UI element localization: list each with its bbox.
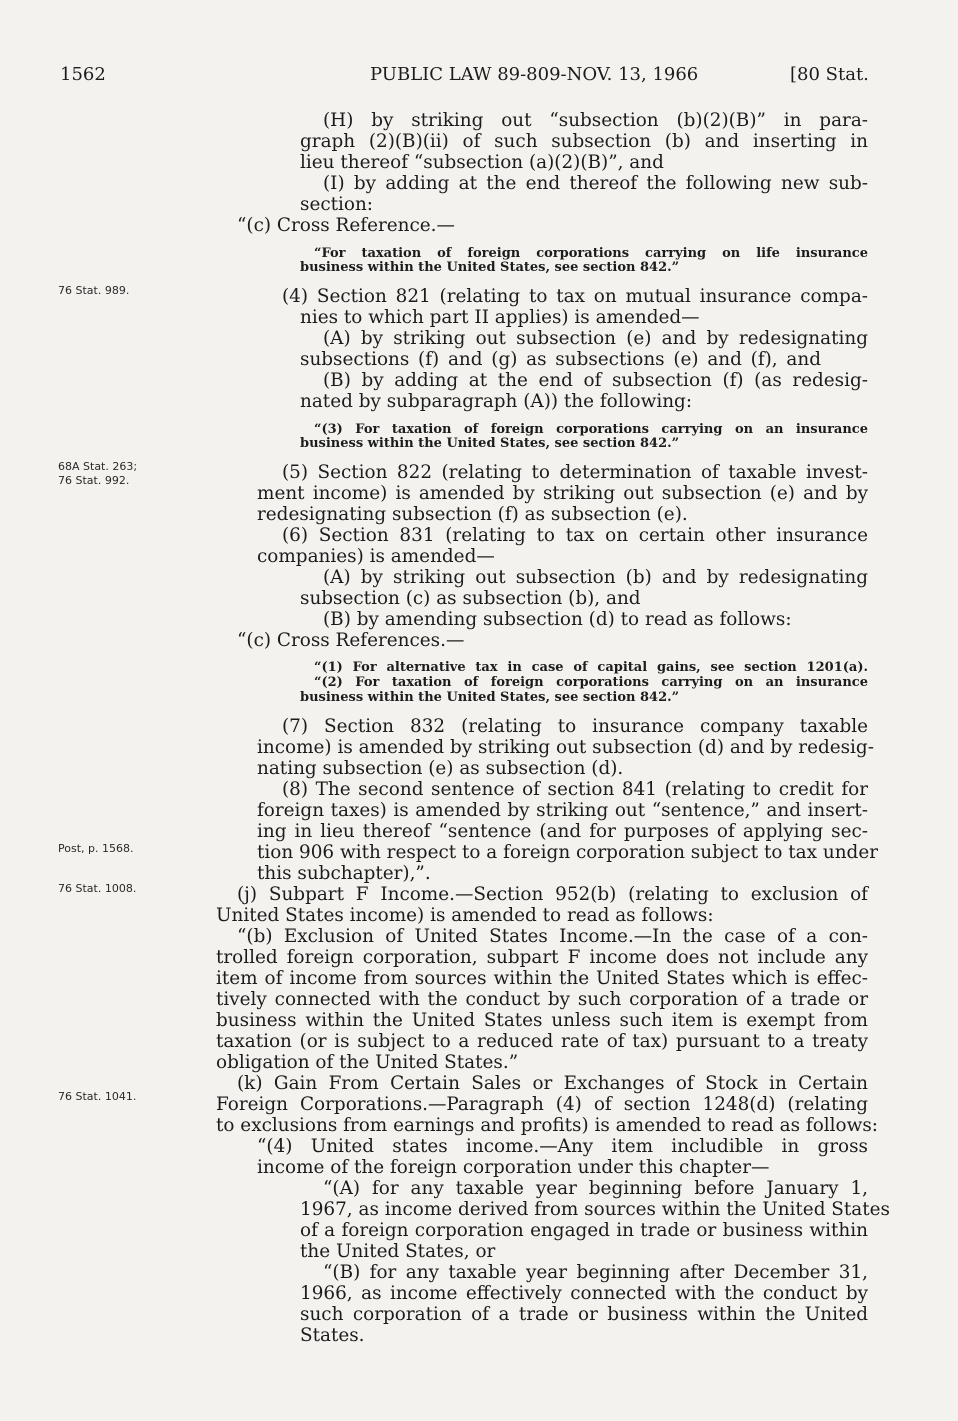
text-line: business within the United States, see section 842.” bbox=[300, 436, 680, 451]
text-line: lieu thereof “subsection (a)(2)(B)”, and bbox=[300, 152, 664, 173]
text-line: “(c) Cross Reference.— bbox=[237, 215, 455, 236]
text-line: obligation of the United States.” bbox=[216, 1052, 519, 1073]
text-line: business within the United States unless such item is exempt from bbox=[216, 1010, 868, 1031]
text-line: (A) by striking out subsection (e) and by redesignating bbox=[323, 328, 868, 349]
text-line: ment income) is amended by striking out subsection (e) and by bbox=[257, 483, 868, 504]
text-line: income of the foreign corporation under this chapter— bbox=[257, 1157, 770, 1178]
text-line: tively connected with the conduct by such corporation of a trade or bbox=[216, 989, 868, 1010]
margin-note: Post, p. 1568. bbox=[58, 842, 134, 855]
text-line: nating subsection (e) as subsection (d). bbox=[257, 758, 624, 779]
text-line: (j) Subpart F Income.—Section 952(b) (relating to exclusion of bbox=[237, 884, 868, 905]
text-line: trolled foreign corporation, subpart F income does not include any bbox=[216, 947, 868, 968]
margin-note: 76 Stat. 1008. bbox=[58, 882, 137, 895]
text-line: “(2) For taxation of foreign corporations carrying on an insurance bbox=[314, 675, 868, 690]
text-line: graph (2)(B)(ii) of such subsection (b) and inserting in bbox=[300, 131, 868, 152]
text-line: nated by subparagraph (A)) the following: bbox=[300, 391, 693, 412]
text-line: (B) by adding at the end of subsection (f) (as redesig- bbox=[323, 370, 868, 391]
text-line: subsections (f) and (g) as subsections (e) and (f), and bbox=[300, 349, 821, 370]
text-line: “(3) For taxation of foreign corporations carrying on an insurance bbox=[314, 422, 868, 437]
text-line: companies) is amended— bbox=[257, 546, 495, 567]
text-line: business within the United States, see section 842.” bbox=[300, 260, 680, 275]
text-line: redesignating subsection (f) as subsection (e). bbox=[257, 504, 688, 525]
text-line: “(4) United states income.—Any item includible in gross bbox=[257, 1136, 868, 1157]
text-line: item of income from sources within the United States which is effec- bbox=[216, 968, 868, 989]
text-line: (6) Section 831 (relating to tax on certain other insurance bbox=[282, 525, 868, 546]
text-line: nies to which part II applies) is amended— bbox=[300, 307, 700, 328]
text-line: income) is amended by striking out subsection (d) and by redesig- bbox=[257, 737, 874, 758]
text-line: such corporation of a trade or business within the United bbox=[300, 1304, 868, 1325]
text-line: ing in lieu thereof “sentence (and for purposes of applying sec- bbox=[257, 821, 868, 842]
text-line: “(A) for any taxable year beginning before January 1, bbox=[323, 1178, 868, 1199]
text-line: 1966, as income effectively connected with the conduct by bbox=[300, 1283, 868, 1304]
text-line: (B) by amending subsection (d) to read as follows: bbox=[323, 609, 792, 630]
text-line: foreign taxes) is amended by striking out “sentence,” and insert- bbox=[257, 800, 868, 821]
text-line: to exclusions from earnings and profits) is amended to read as follows: bbox=[216, 1115, 878, 1136]
running-title: PUBLIC LAW 89-809-NOV. 13, 1966 bbox=[370, 64, 699, 85]
text-line: section: bbox=[300, 194, 374, 215]
text-line: Foreign Corporations.—Paragraph (4) of section 1248(d) (relating bbox=[216, 1094, 868, 1115]
text-line: (H) by striking out “subsection (b)(2)(B)” in para- bbox=[323, 110, 868, 131]
text-line: 1967, as income derived from sources within the United States bbox=[300, 1199, 890, 1220]
text-line: (7) Section 832 (relating to insurance company taxable bbox=[282, 716, 868, 737]
text-line: “(c) Cross References.— bbox=[237, 630, 465, 651]
text-line: “For taxation of foreign corporations carrying on life insurance bbox=[314, 246, 868, 261]
text-line: (A) by striking out subsection (b) and by redesignating bbox=[323, 567, 868, 588]
text-line: taxation (or is subject to a reduced rate of tax) pursuant to a treaty bbox=[216, 1031, 868, 1052]
text-line: business within the United States, see section 842.” bbox=[300, 690, 680, 705]
text-line: tion 906 with respect to a foreign corporation subject to tax under bbox=[257, 842, 878, 863]
text-line: subsection (c) as subsection (b), and bbox=[300, 588, 641, 609]
text-line: of a foreign corporation engaged in trade or business within bbox=[300, 1220, 868, 1241]
page-number: 1562 bbox=[60, 64, 106, 85]
statute-volume: [80 Stat. bbox=[790, 64, 869, 85]
text-line: States. bbox=[300, 1325, 365, 1346]
text-line: (5) Section 822 (relating to determination of taxable invest- bbox=[282, 462, 868, 483]
text-line: “(1) For alternative tax in case of capital gains, see section 1201(a). bbox=[314, 660, 868, 675]
text-line: the United States, or bbox=[300, 1241, 496, 1262]
margin-note: 76 Stat. 1041. bbox=[58, 1090, 137, 1103]
text-line: this subchapter),”. bbox=[257, 863, 431, 884]
text-line: (I) by adding at the end thereof the following new sub- bbox=[323, 173, 868, 194]
margin-note: 68A Stat. 263; 76 Stat. 992. bbox=[58, 460, 138, 487]
text-line: (k) Gain From Certain Sales or Exchanges of Stock in Certain bbox=[237, 1073, 868, 1094]
text-line: “(b) Exclusion of United States Income.—In the case of a con- bbox=[237, 926, 868, 947]
text-line: United States income) is amended to read as follows: bbox=[216, 905, 714, 926]
margin-note: 76 Stat. 989. bbox=[58, 284, 130, 297]
text-line: (8) The second sentence of section 841 (relating to credit for bbox=[282, 779, 868, 800]
text-line: “(B) for any taxable year beginning after December 31, bbox=[323, 1262, 868, 1283]
text-line: (4) Section 821 (relating to tax on mutual insurance compa- bbox=[282, 286, 868, 307]
